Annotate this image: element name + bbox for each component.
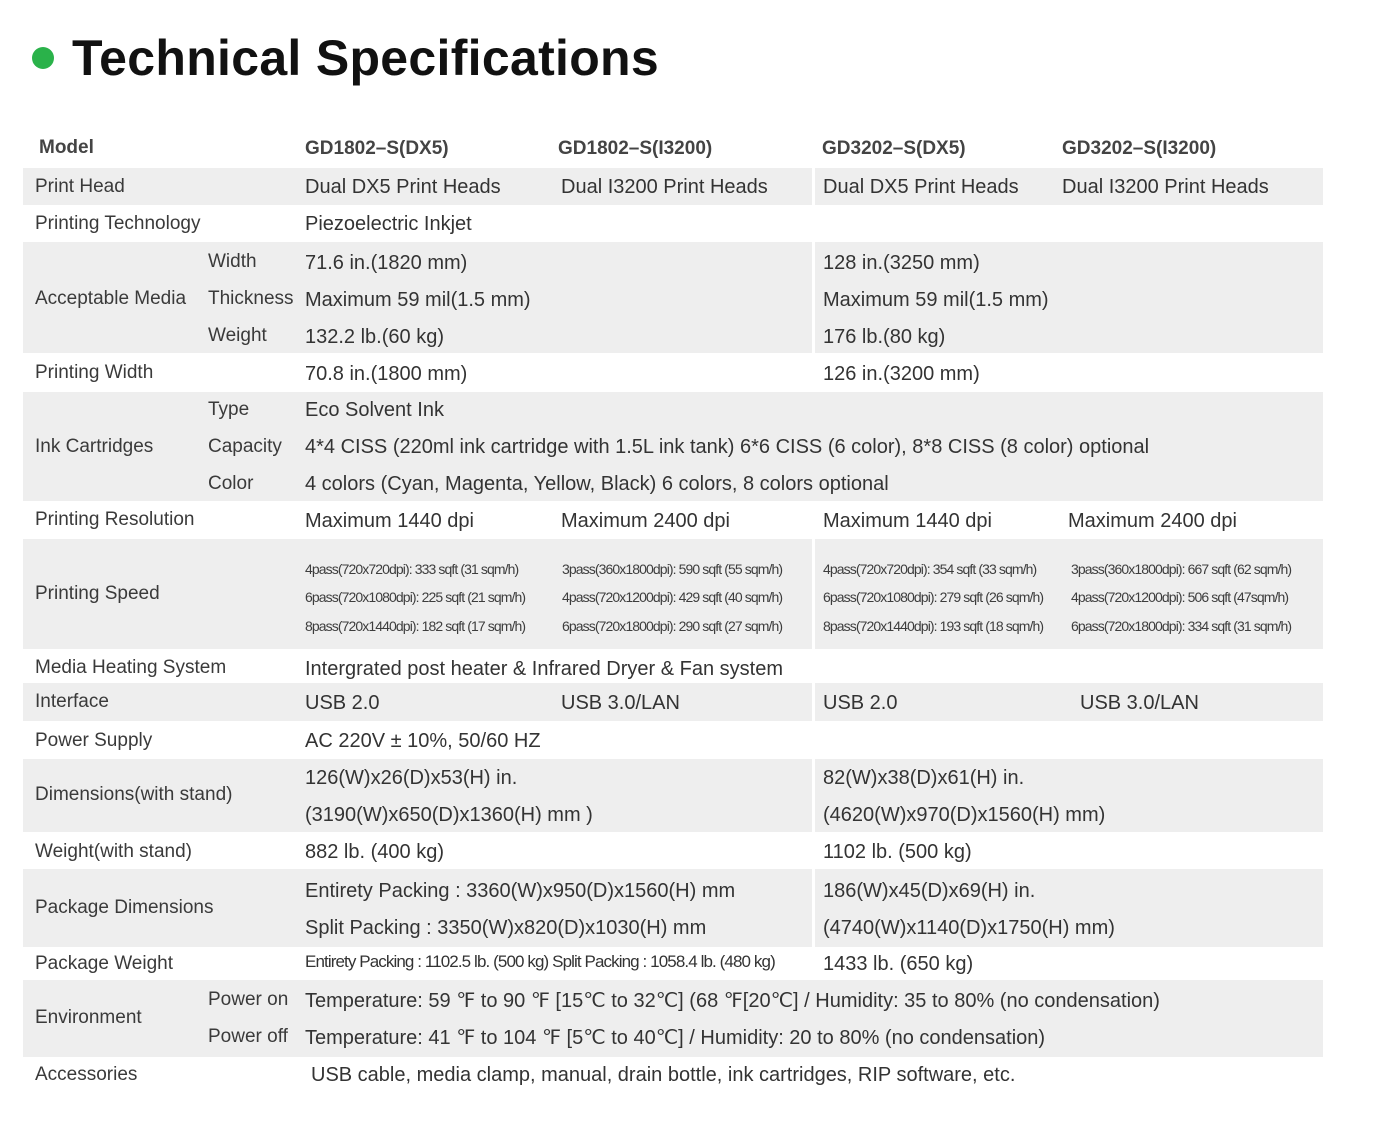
acceptable-media-label: Acceptable Media (35, 288, 187, 309)
media-thickness-label: Thickness (208, 288, 294, 309)
ink-type-label: Type (208, 399, 250, 420)
printing-technology-value: Piezoelectric Inkjet (305, 213, 472, 235)
interface-label: Interface (35, 691, 109, 712)
print-head-row (23, 168, 1323, 205)
interface-row (23, 683, 1323, 721)
printing-width-value: 70.8 in.(1800 mm) (305, 363, 468, 385)
power-off-label: Power off (208, 1026, 288, 1047)
print-head-value: Dual I3200 Print Heads (1062, 176, 1269, 198)
media-weight-label: Weight (208, 325, 267, 346)
media-thickness-value: Maximum 59 mil(1.5 mm) (823, 289, 1049, 311)
printing-technology-label: Printing Technology (35, 213, 201, 234)
printing-speed-label: Printing Speed (35, 583, 160, 604)
interface-value: USB 2.0 (305, 692, 380, 714)
printing-speed-value: 4pass(720x720dpi): 333 sqft (31 sqm/h) (305, 561, 519, 577)
print-head-value: Dual DX5 Print Heads (305, 176, 501, 198)
printing-speed-value: 6pass(720x1800dpi): 290 sqft (27 sqm/h) (562, 618, 783, 634)
printing-width-value: 126 in.(3200 mm) (823, 363, 980, 385)
package-weight-value: 1433 lb. (650 kg) (823, 953, 974, 975)
environment-label: Environment (35, 1007, 142, 1028)
interface-value: USB 3.0/LAN (1080, 692, 1199, 714)
printing-speed-value: 4pass(720x1200dpi): 429 sqft (40 sqm/h) (562, 589, 783, 605)
printing-resolution-label: Printing Resolution (35, 509, 195, 530)
printing-speed-value: 4pass(720x1200dpi): 506 sqft (47sqm/h) (1071, 589, 1289, 605)
printing-speed-value: 6pass(720x1080dpi): 279 sqft (26 sqm/h) (823, 589, 1044, 605)
printing-speed-value: 6pass(720x1080dpi): 225 sqft (21 sqm/h) (305, 589, 526, 605)
media-heating-value: Intergrated post heater & Infrared Dryer & Fan system (305, 658, 783, 680)
weight-value: 1102 lb. (500 kg) (823, 841, 972, 863)
accessories-value: USB cable, media clamp, manual, drain bottle, ink cartridges, RIP software, etc. (311, 1064, 1016, 1086)
ink-type-value: Eco Solvent Ink (305, 399, 444, 421)
power-on-value: Temperature: 59 ℉ to 90 ℉ [15℃ to 32℃] (68 ℉[20℃] / Humidity: 35 to 80% (no condensation) (305, 990, 1160, 1012)
package-dimensions-value: Split Packing : 3350(W)x820(D)x1030(H) mm (305, 917, 707, 939)
package-dimensions-row (23, 869, 1323, 947)
ink-color-label: Color (208, 473, 254, 494)
printing-resolution-value: Maximum 1440 dpi (305, 510, 474, 532)
package-weight-value: Entirety Packing : 1102.5 lb. (500 kg) Split Packing : 1058.4 lb. (480 kg) (305, 952, 775, 971)
printing-speed-value: 6pass(720x1800dpi): 334 sqft (31 sqm/h) (1071, 618, 1292, 634)
printing-resolution-row (23, 501, 1323, 539)
model-1-header: GD1802–S(DX5) (305, 138, 449, 159)
ink-color-value: 4 colors (Cyan, Magenta, Yellow, Black) 6 colors, 8 colors optional (305, 473, 889, 495)
package-dimensions-value: Entirety Packing : 3360(W)x950(D)x1560(H) mm (305, 880, 736, 902)
package-weight-label: Package Weight (35, 953, 174, 974)
printing-width-label: Printing Width (35, 362, 154, 383)
model-3-header: GD3202–S(DX5) (822, 138, 966, 159)
media-width-value: 128 in.(3250 mm) (823, 252, 980, 274)
printing-resolution-value: Maximum 2400 dpi (561, 510, 730, 532)
power-supply-row (23, 721, 1323, 759)
environment-row (23, 980, 1323, 1057)
accessories-label: Accessories (35, 1064, 138, 1085)
page-title: Technical Specifications (72, 30, 660, 86)
power-off-value: Temperature: 41 ℉ to 104 ℉ [5℃ to 40℃] / Humidity: 20 to 80% (no condensation) (305, 1027, 1046, 1049)
power-on-label: Power on (208, 989, 289, 1010)
print-head-label: Print Head (35, 176, 125, 197)
ink-capacity-value: 4*4 CISS (220ml ink cartridge with 1.5L ink tank) 6*6 CISS (6 color), 8*8 CISS (8 color) optional (305, 436, 1150, 458)
ink-capacity-label: Capacity (208, 436, 282, 457)
printing-speed-value: 3pass(360x1800dpi): 590 sqft (55 sqm/h) (562, 561, 783, 577)
print-head-value: Dual DX5 Print Heads (823, 176, 1019, 198)
green-bullet-icon (32, 47, 54, 69)
printing-speed-value: 4pass(720x720dpi): 354 sqft (33 sqm/h) (823, 561, 1037, 577)
power-supply-value: AC 220V ± 10%, 50/60 HZ (305, 730, 541, 752)
media-thickness-value: Maximum 59 mil(1.5 mm) (305, 289, 531, 311)
dimensions-row (23, 759, 1323, 832)
power-supply-label: Power Supply (35, 730, 153, 751)
interface-value: USB 2.0 (823, 692, 898, 714)
package-dimensions-label: Package Dimensions (35, 897, 214, 918)
printing-speed-value: 8pass(720x1440dpi): 182 sqft (17 sqm/h) (305, 618, 526, 634)
printing-resolution-value: Maximum 1440 dpi (823, 510, 992, 532)
acceptable-media-row (23, 242, 1323, 353)
accessories-row (23, 1057, 1323, 1094)
weight-label: Weight(with stand) (35, 841, 192, 862)
dimensions-value: 126(W)x26(D)x53(H) in. (305, 767, 518, 789)
ink-cartridges-row (23, 392, 1323, 501)
model-2-header: GD1802–S(I3200) (558, 138, 713, 159)
weight-value: 882 lb. (400 kg) (305, 841, 444, 863)
media-heating-label: Media Heating System (35, 657, 227, 678)
printing-speed-row (23, 539, 1323, 649)
printing-technology-row (23, 205, 1323, 242)
package-dimensions-value: (4740(W)x1140(D)x1750(H) mm) (823, 917, 1115, 939)
package-weight-row (23, 947, 1323, 980)
dimensions-label: Dimensions(with stand) (35, 784, 233, 805)
spec-table (23, 130, 1323, 1094)
media-heating-row (23, 649, 1323, 683)
printing-speed-value: 3pass(360x1800dpi): 667 sqft (62 sqm/h) (1071, 561, 1292, 577)
printing-width-row (23, 353, 1323, 392)
printing-speed-value: 8pass(720x1440dpi): 193 sqft (18 sqm/h) (823, 618, 1044, 634)
model-4-header: GD3202–S(I3200) (1062, 138, 1217, 159)
print-head-value: Dual I3200 Print Heads (561, 176, 768, 198)
dimensions-value: (4620(W)x970(D)x1560(H) mm) (823, 804, 1106, 826)
package-dimensions-value: 186(W)x45(D)x69(H) in. (823, 880, 1036, 902)
page-title-block (32, 28, 659, 88)
dimensions-value: 82(W)x38(D)x61(H) in. (823, 767, 1025, 789)
media-width-label: Width (208, 251, 257, 272)
table-header-row (23, 130, 1323, 168)
dimensions-value: (3190(W)x650(D)x1360(H) mm ) (305, 804, 593, 826)
media-width-value: 71.6 in.(1820 mm) (305, 252, 468, 274)
media-weight-value: 176 lb.(80 kg) (823, 326, 946, 348)
weight-row (23, 832, 1323, 869)
model-header: Model (39, 137, 94, 158)
ink-cartridges-label: Ink Cartridges (35, 436, 154, 457)
printing-resolution-value: Maximum 2400 dpi (1068, 510, 1237, 532)
interface-value: USB 3.0/LAN (561, 692, 680, 714)
media-weight-value: 132.2 lb.(60 kg) (305, 326, 444, 348)
